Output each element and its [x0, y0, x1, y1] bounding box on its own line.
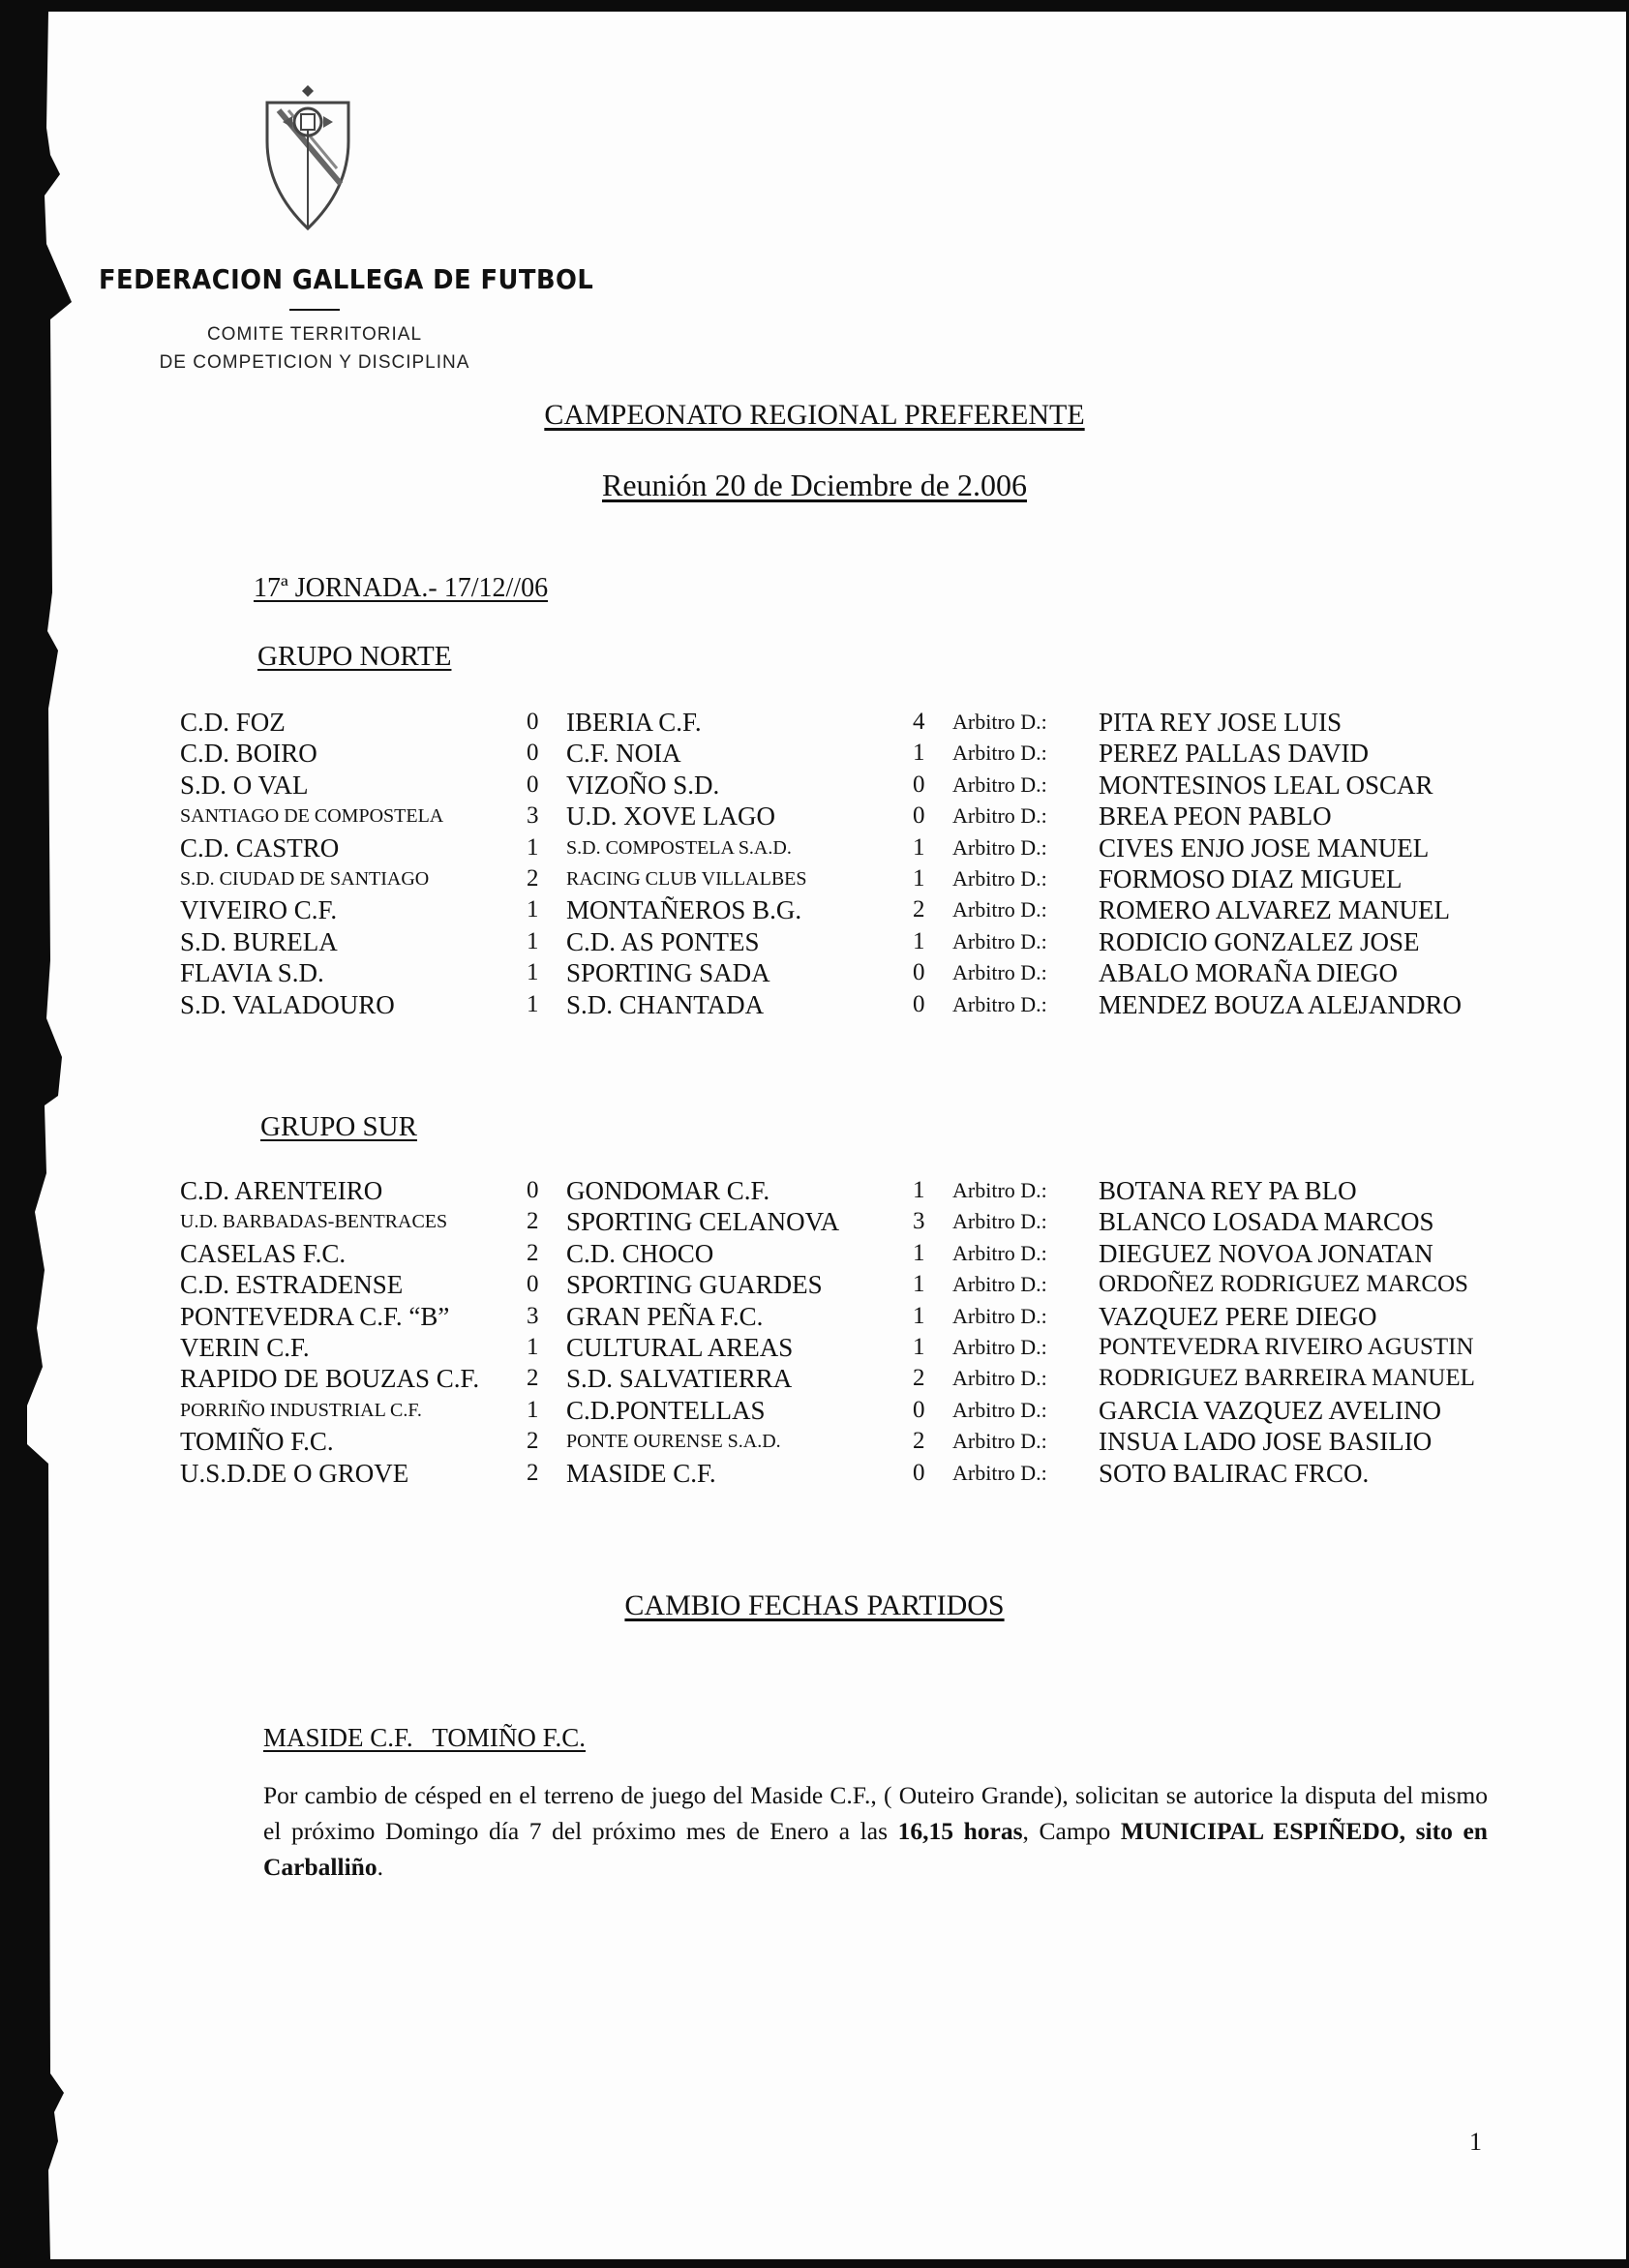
referee-name: DIEGUEZ NOVOA JONATAN [1099, 1238, 1433, 1268]
match-row [0, 894, 1629, 925]
away-score: 1 [913, 740, 925, 767]
home-score: 0 [527, 771, 539, 798]
away-team: C.D. CHOCO [566, 1238, 714, 1268]
referee-label: Arbitro D.: [952, 928, 1047, 953]
home-score: 3 [527, 802, 539, 830]
home-score: 1 [527, 1396, 539, 1423]
referee-label: Arbitro D.: [952, 960, 1047, 985]
referee-name: ORDOÑEZ RODRIGUEZ MARCOS [1099, 1271, 1468, 1298]
home-team: S.D. BURELA [180, 926, 338, 956]
match-row [0, 1238, 1629, 1269]
away-team: SPORTING SADA [566, 958, 770, 988]
away-score: 1 [913, 865, 925, 892]
match-row [0, 957, 1629, 988]
referee-name: RODRIGUEZ BARREIRA MANUEL [1099, 1365, 1475, 1392]
home-team: C.D. ESTRADENSE [180, 1270, 404, 1300]
federation-crest-icon [259, 83, 356, 238]
away-team: C.D.PONTELLAS [566, 1395, 766, 1425]
referee-label: Arbitro D.: [952, 1366, 1047, 1391]
away-team: GRAN PEÑA F.C. [566, 1301, 764, 1331]
referee-name: VAZQUEZ PERE DIEGO [1099, 1301, 1377, 1331]
referee-name: ROMERO ALVAREZ MANUEL [1099, 895, 1451, 925]
away-team: IBERIA C.F. [566, 708, 702, 737]
away-score: 1 [913, 1239, 925, 1266]
rescheduling-paragraph [263, 1777, 1488, 1885]
away-score: 2 [913, 1365, 925, 1392]
referee-label: Arbitro D.: [952, 1429, 1047, 1454]
away-score: 1 [913, 1271, 925, 1298]
away-score: 2 [913, 896, 925, 923]
home-score: 2 [527, 1459, 539, 1486]
home-score: 1 [527, 896, 539, 923]
referee-name: PEREZ PALLAS DAVID [1099, 739, 1370, 769]
home-score: 1 [527, 1334, 539, 1360]
away-team: SPORTING GUARDES [566, 1270, 823, 1300]
away-score: 2 [913, 1428, 925, 1455]
group-sur-title: GRUPO SUR [260, 1111, 417, 1142]
away-team: C.F. NOIA [566, 739, 681, 769]
home-team: RAPIDO DE BOUZAS C.F. [180, 1364, 480, 1394]
home-score: 0 [527, 709, 539, 735]
away-score: 1 [913, 1302, 925, 1329]
referee-label: Arbitro D.: [952, 1240, 1047, 1265]
home-team: SANTIAGO DE COMPOSTELA [180, 805, 444, 828]
home-team: C.D. CASTRO [180, 832, 340, 862]
match-row [0, 926, 1629, 957]
away-team: GONDOMAR C.F. [566, 1176, 770, 1205]
referee-label: Arbitro D.: [952, 1335, 1047, 1359]
referee-label: Arbitro D.: [952, 1303, 1047, 1328]
match-row [0, 1458, 1629, 1489]
home-team: FLAVIA S.D. [180, 958, 324, 988]
away-score: 1 [913, 1334, 925, 1360]
group-norte-title: GRUPO NORTE [257, 641, 452, 672]
referee-label: Arbitro D.: [952, 1209, 1047, 1234]
away-score: 0 [913, 990, 925, 1017]
home-team: C.D. FOZ [180, 708, 286, 737]
org-name: FEDERACION GALLEGA DE FUTBOL [99, 263, 594, 295]
referee-name: MENDEZ BOUZA ALEJANDRO [1099, 989, 1462, 1019]
away-team: MONTAÑEROS B.G. [566, 895, 802, 925]
referee-name: RODICIO GONZALEZ JOSE [1099, 926, 1420, 956]
org-divider [289, 309, 340, 311]
match-row [0, 1269, 1629, 1300]
home-team: U.D. BARBADAS-BENTRACES [180, 1211, 448, 1233]
referee-label: Arbitro D.: [952, 771, 1047, 797]
home-team: CASELAS F.C. [180, 1238, 347, 1268]
torn-edge [21, 12, 79, 2259]
away-score: 0 [913, 802, 925, 830]
home-score: 1 [527, 833, 539, 861]
paragraph-text-2: , Campo [1022, 1817, 1121, 1845]
referee-name: PITA REY JOSE LUIS [1099, 708, 1342, 737]
home-team: VERIN C.F. [180, 1333, 310, 1362]
referee-name: GARCIA VAZQUEZ AVELINO [1099, 1395, 1442, 1425]
referee-label: Arbitro D.: [952, 897, 1047, 922]
referee-name: PONTEVEDRA RIVEIRO AGUSTIN [1099, 1334, 1474, 1360]
referee-name: ABALO MORAÑA DIEGO [1099, 958, 1398, 988]
home-team: PORRIÑO INDUSTRIAL C.F. [180, 1399, 422, 1421]
away-score: 0 [913, 1396, 925, 1423]
away-score: 3 [913, 1208, 925, 1235]
match-row [0, 1206, 1629, 1237]
referee-label: Arbitro D.: [952, 834, 1047, 860]
home-team: S.D. O VAL [180, 770, 309, 800]
committee-line-1: COMITE TERRITORIAL [206, 324, 423, 345]
paragraph-time: 16,15 horas [897, 1817, 1023, 1845]
away-score: 4 [913, 709, 925, 735]
match-row [0, 738, 1629, 769]
home-team: TOMIÑO F.C. [180, 1427, 334, 1457]
referee-label: Arbitro D.: [952, 1397, 1047, 1422]
away-team: SPORTING CELANOVA [566, 1207, 840, 1237]
home-score: 2 [527, 1365, 539, 1392]
away-team: C.D. AS PONTES [566, 926, 760, 956]
home-score: 1 [527, 927, 539, 954]
match-row [0, 1332, 1629, 1363]
home-score: 0 [527, 740, 539, 767]
referee-name: SOTO BALIRAC FRCO. [1099, 1458, 1370, 1488]
referee-label: Arbitro D.: [952, 1460, 1047, 1485]
home-score: 2 [527, 1208, 539, 1235]
referee-name: BLANCO LOSADA MARCOS [1099, 1207, 1434, 1237]
match-row [0, 1426, 1629, 1457]
match-row [0, 1363, 1629, 1394]
away-team: U.D. XOVE LAGO [566, 801, 775, 832]
paragraph-venue: MUNICIPAL ESPIÑEDO, sito en Carballiño [263, 1817, 1488, 1881]
referee-label: Arbitro D.: [952, 991, 1047, 1016]
home-team: C.D. BOIRO [180, 739, 317, 769]
match-row [0, 1395, 1629, 1426]
referee-name: MONTESINOS LEAL OSCAR [1099, 770, 1433, 800]
home-team: S.D. CIUDAD DE SANTIAGO [180, 868, 430, 890]
home-score: 1 [527, 990, 539, 1017]
rescheduled-match-title: MASIDE C.F. TOMIÑO F.C. [263, 1723, 586, 1752]
paragraph-text-1: Por cambio de césped en el terreno de juego del Maside C.F., ( Outeiro Grande), solicitan se autorice la disputa del mismo el próximo Domingo día 7 del próximo mes de Enero a las [263, 1781, 1488, 1845]
away-team: MASIDE C.F. [566, 1458, 716, 1488]
away-team: RACING CLUB VILLALBES [566, 868, 807, 890]
match-row [0, 863, 1629, 894]
home-score: 2 [527, 1239, 539, 1266]
referee-label: Arbitro D.: [952, 1178, 1047, 1202]
away-team: CULTURAL AREAS [566, 1333, 794, 1362]
away-team: PONTE OURENSE S.A.D. [566, 1431, 781, 1453]
matchday-heading: 17ª JORNADA.- 17/12//06 [254, 573, 549, 603]
referee-name: BREA PEON PABLO [1099, 801, 1332, 832]
committee-line-2: DE COMPETICION Y DISCIPLINA [159, 352, 470, 373]
referee-name: BOTANA REY PA BLO [1099, 1176, 1357, 1205]
match-row [0, 770, 1629, 801]
referee-label: Arbitro D.: [952, 1272, 1047, 1297]
referee-label: Arbitro D.: [952, 741, 1047, 766]
away-score: 0 [913, 959, 925, 986]
match-row [0, 832, 1629, 863]
away-score: 1 [913, 927, 925, 954]
home-team: C.D. ARENTEIRO [180, 1176, 383, 1205]
home-score: 3 [527, 1302, 539, 1329]
meeting-date: Reunión 20 de Dciembre de 2.006 [602, 468, 1027, 502]
page-number: 1 [1469, 2128, 1482, 2156]
match-row [0, 1175, 1629, 1206]
referee-name: CIVES ENJO JOSE MANUEL [1099, 832, 1430, 862]
referee-name: FORMOSO DIAZ MIGUEL [1099, 864, 1403, 893]
home-score: 0 [527, 1177, 539, 1203]
away-team: S.D. SALVATIERRA [566, 1364, 793, 1394]
away-score: 1 [913, 833, 925, 861]
home-score: 0 [527, 1271, 539, 1298]
home-team: PONTEVEDRA C.F. “B” [180, 1301, 450, 1331]
referee-label: Arbitro D.: [952, 710, 1047, 734]
match-row [0, 707, 1629, 738]
match-row [0, 801, 1629, 832]
home-team: U.S.D.DE O GROVE [180, 1458, 409, 1488]
match-row [0, 989, 1629, 1020]
away-score: 0 [913, 771, 925, 798]
away-score: 0 [913, 1459, 925, 1486]
home-score: 2 [527, 1428, 539, 1455]
away-team: S.D. COMPOSTELA S.A.D. [566, 836, 792, 859]
home-team: VIVEIRO C.F. [180, 895, 338, 925]
document-title: CAMPEONATO REGIONAL PREFERENTE [544, 399, 1085, 431]
paragraph-text-3: . [377, 1853, 383, 1881]
referee-label: Arbitro D.: [952, 803, 1047, 829]
away-team: VIZOÑO S.D. [566, 770, 720, 800]
referee-name: INSUA LADO JOSE BASILIO [1099, 1427, 1433, 1457]
home-score: 1 [527, 959, 539, 986]
away-team: S.D. CHANTADA [566, 989, 765, 1019]
match-row [0, 1301, 1629, 1332]
home-score: 2 [527, 865, 539, 892]
date-changes-title: CAMBIO FECHAS PARTIDOS [624, 1589, 1005, 1621]
away-score: 1 [913, 1177, 925, 1203]
home-team: S.D. VALADOURO [180, 989, 395, 1019]
referee-label: Arbitro D.: [952, 866, 1047, 891]
